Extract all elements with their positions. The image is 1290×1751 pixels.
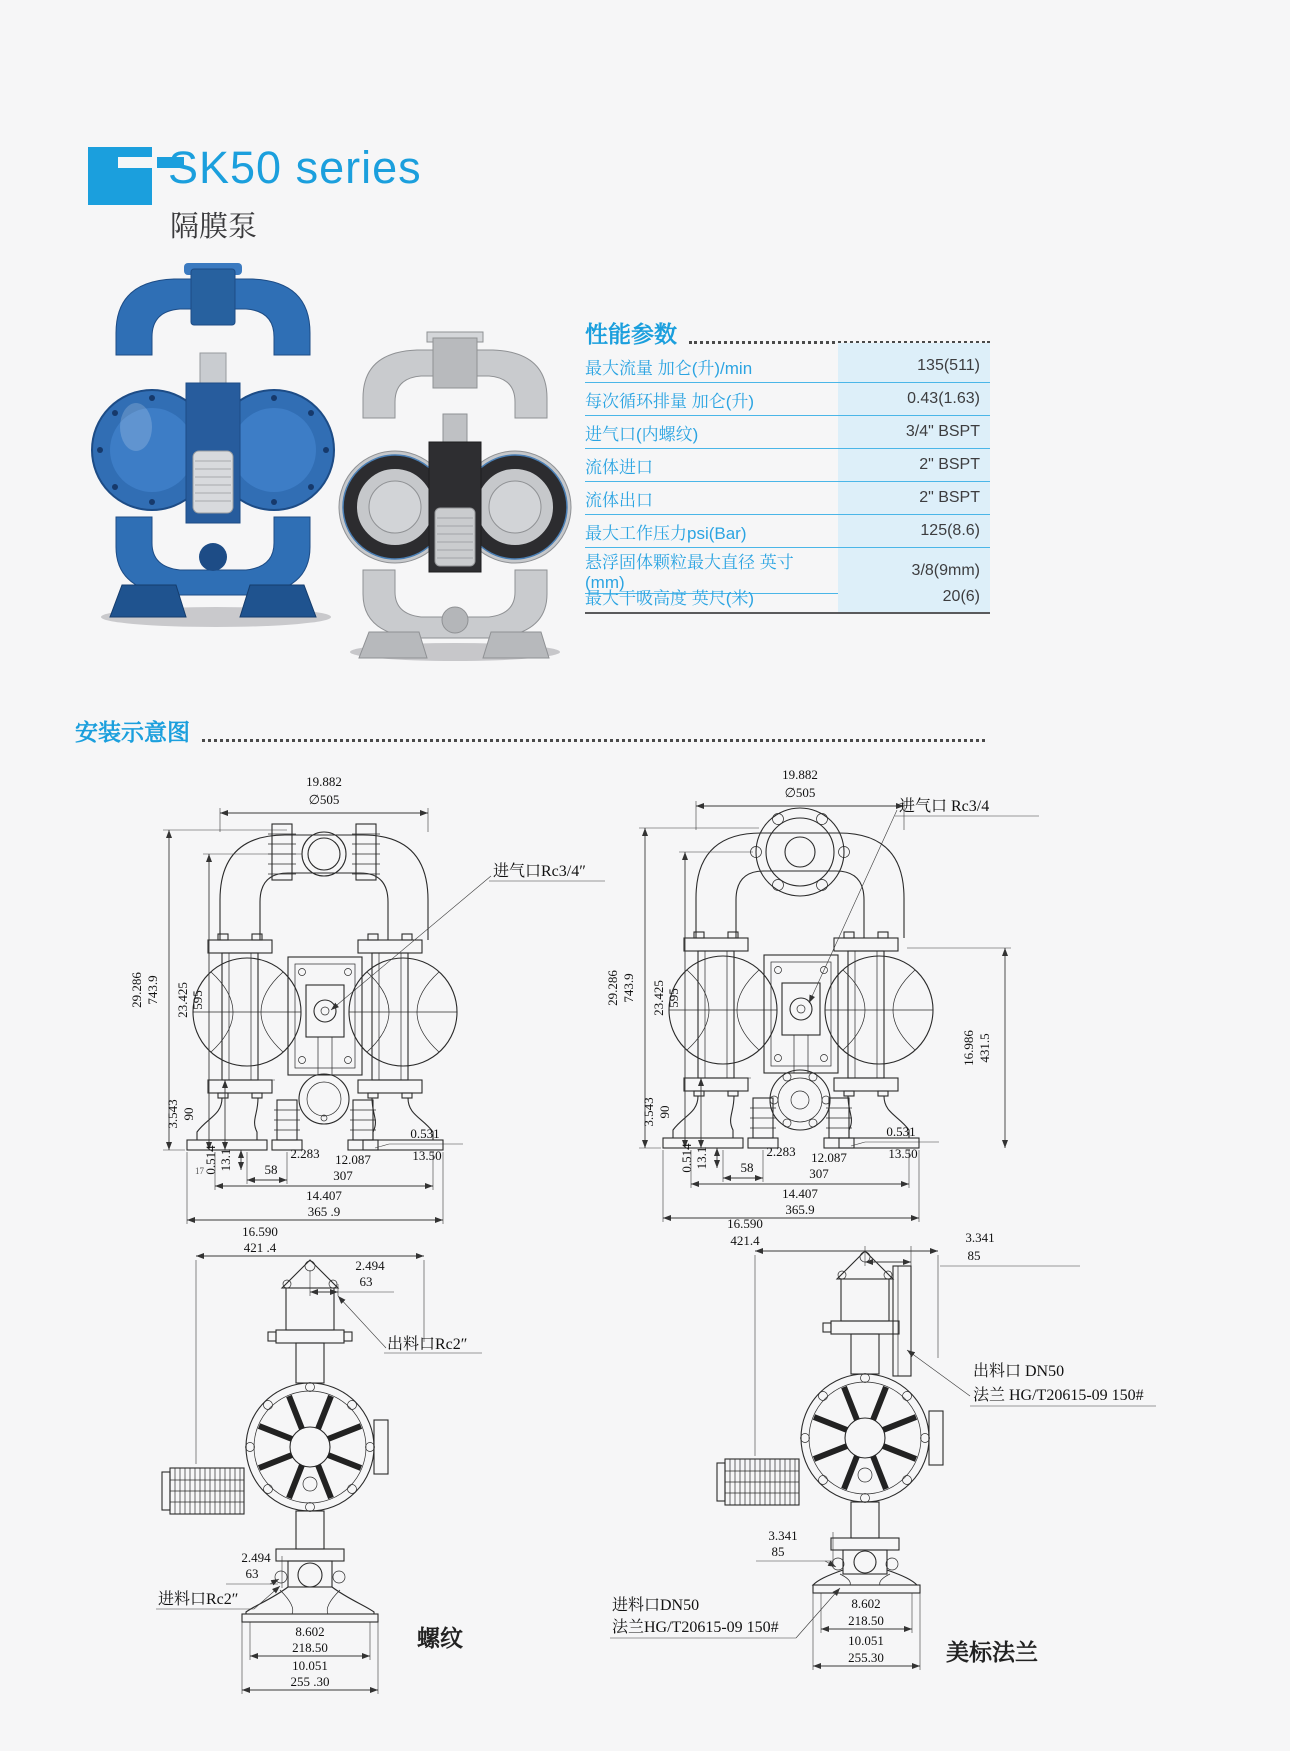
air-inlet-label: 进气口 Rc3/4 — [899, 798, 990, 815]
svg-text:421 .4: 421 .4 — [243, 1240, 277, 1255]
svg-text:12.087: 12.087 — [335, 1152, 371, 1167]
svg-text:218.50: 218.50 — [848, 1613, 884, 1628]
row-value: 3/8(9mm) — [838, 548, 990, 594]
svg-text:0.531: 0.531 — [410, 1126, 440, 1141]
caption-threaded: 螺纹 — [417, 1625, 463, 1651]
svg-text:2.283: 2.283 — [766, 1144, 796, 1159]
svg-text:365 .9: 365 .9 — [307, 1204, 341, 1219]
svg-text:307: 307 — [809, 1166, 829, 1181]
svg-text:63: 63 — [245, 1566, 259, 1581]
row-label: 流体出口 — [585, 482, 830, 515]
svg-text:3.341: 3.341 — [965, 1230, 995, 1245]
svg-text:218.50: 218.50 — [292, 1640, 328, 1655]
svg-text:16.590: 16.590 — [727, 1216, 763, 1231]
svg-text:2.494: 2.494 — [355, 1258, 385, 1273]
svg-text:743.9: 743.9 — [145, 975, 160, 1005]
svg-text:3.543: 3.543 — [641, 1097, 656, 1127]
svg-text:595: 595 — [666, 988, 681, 1008]
row-label: 悬浮固体颗粒最大直径 英寸(mm) — [585, 548, 830, 594]
svg-text:8.602: 8.602 — [295, 1624, 325, 1639]
svg-text:2.283: 2.283 — [290, 1146, 320, 1161]
row-label: 流体进口 — [585, 449, 830, 482]
inlet-label-line2: 法兰HG/T20615-09 150# — [612, 1619, 779, 1636]
svg-text:431.5: 431.5 — [977, 1033, 992, 1063]
drawing-side-threaded — [130, 1222, 570, 1712]
row-label: 最大工作压力psi(Bar) — [585, 515, 830, 548]
svg-text:29.286: 29.286 — [129, 972, 144, 1008]
table-row — [585, 350, 990, 383]
svg-text:90: 90 — [657, 1105, 672, 1119]
svg-text:19.882: 19.882 — [782, 767, 818, 782]
installation-section-header — [75, 714, 985, 747]
table-row — [585, 548, 990, 592]
svg-text:14.407: 14.407 — [306, 1188, 342, 1203]
outlet-label-line1: 出料口 DN50 — [973, 1363, 1065, 1380]
row-label: 进气口(内螺纹) — [585, 416, 830, 449]
row-label: 最大流量 加仑(升)/min — [585, 350, 830, 383]
row-value: 3/4" BSPT — [838, 416, 990, 449]
svg-text:365.9: 365.9 — [785, 1202, 815, 1217]
svg-text:12.087: 12.087 — [811, 1150, 847, 1165]
dotted-leader — [202, 739, 985, 742]
table-row — [585, 482, 990, 515]
svg-text:17: 17 — [195, 1166, 204, 1176]
row-value: 0.43(1.63) — [838, 383, 990, 416]
svg-text:0.531: 0.531 — [886, 1124, 916, 1139]
row-value: 125(8.6) — [838, 515, 990, 548]
steel-pump-photo — [333, 322, 578, 662]
svg-text:0.514: 0.514 — [679, 1143, 694, 1173]
svg-text:255 .30: 255 .30 — [290, 1674, 330, 1689]
row-value: 135(511) — [838, 350, 990, 383]
brand-logo-icon — [118, 157, 154, 168]
svg-text:14.407: 14.407 — [782, 1186, 818, 1201]
svg-text:0.514: 0.514 — [203, 1145, 218, 1175]
svg-text:19.882: 19.882 — [306, 774, 342, 789]
page-subtitle: 隔膜泵 — [170, 211, 258, 243]
row-value: 2" BSPT — [838, 482, 990, 515]
row-value: 20(6) — [838, 581, 990, 614]
svg-text:58: 58 — [264, 1162, 278, 1177]
dimensions — [610, 1216, 1156, 1670]
svg-text:∅505: ∅505 — [784, 785, 816, 800]
svg-text:3.543: 3.543 — [165, 1099, 180, 1129]
table-row — [585, 515, 990, 548]
inlet-label-line1: 进料口DN50 — [612, 1597, 700, 1614]
outlet-label-line2: 法兰 HG/T20615-09 150# — [973, 1387, 1144, 1404]
svg-text:421.4: 421.4 — [730, 1233, 760, 1248]
svg-text:90: 90 — [181, 1107, 196, 1121]
table-row — [585, 581, 990, 614]
pump-outline — [187, 824, 457, 1150]
inlet-label: 进料口Rc2″ — [158, 1591, 239, 1608]
table-row — [585, 416, 990, 449]
svg-text:29.286: 29.286 — [605, 970, 620, 1006]
installation-title: 安装示意图 — [75, 719, 190, 745]
performance-table — [585, 350, 990, 614]
row-label: 最大干吸高度 英尺(米) — [585, 581, 830, 614]
svg-text:85: 85 — [771, 1544, 785, 1559]
svg-text:13.50: 13.50 — [412, 1148, 442, 1163]
table-row — [585, 449, 990, 482]
drawing-front-threaded — [125, 750, 615, 1230]
table-row — [585, 383, 990, 416]
dimensions — [156, 1224, 482, 1694]
svg-text:255.30: 255.30 — [848, 1650, 884, 1665]
svg-text:16.590: 16.590 — [242, 1224, 278, 1239]
svg-text:63: 63 — [359, 1274, 373, 1289]
performance-title: 性能参数 — [585, 321, 677, 347]
blue-pump-photo — [88, 255, 338, 630]
drawing-side-flanged — [600, 1148, 1160, 1708]
air-inlet-label: 进气口Rc3/4″ — [493, 863, 586, 880]
pump-outline — [717, 1251, 943, 1593]
svg-text:13.1: 13.1 — [218, 1148, 233, 1172]
svg-text:743.9: 743.9 — [621, 973, 636, 1003]
svg-text:16.986: 16.986 — [961, 1030, 976, 1066]
row-label: 每次循环排量 加仑(升) — [585, 383, 830, 416]
svg-text:∅505: ∅505 — [308, 792, 340, 807]
pump-outline — [663, 808, 933, 1148]
svg-text:8.602: 8.602 — [851, 1596, 881, 1611]
page-title: SK50 series — [168, 142, 422, 193]
caption-ansi-flange: 美标法兰 — [946, 1639, 1038, 1665]
svg-text:3.341: 3.341 — [768, 1528, 798, 1543]
svg-text:58: 58 — [740, 1160, 754, 1175]
svg-text:595: 595 — [190, 990, 205, 1010]
svg-text:13.1: 13.1 — [694, 1146, 709, 1170]
row-value: 2" BSPT — [838, 449, 990, 482]
svg-text:2.494: 2.494 — [241, 1550, 271, 1565]
svg-text:13.50: 13.50 — [888, 1146, 918, 1161]
brand-logo-icon — [88, 147, 152, 205]
dimensions — [129, 774, 605, 1224]
svg-text:10.051: 10.051 — [848, 1633, 884, 1648]
svg-text:10.051: 10.051 — [292, 1658, 328, 1673]
svg-text:23.425: 23.425 — [175, 982, 190, 1018]
svg-text:85: 85 — [967, 1248, 981, 1263]
svg-text:307: 307 — [333, 1168, 353, 1183]
outlet-label: 出料口Rc2″ — [387, 1336, 468, 1353]
svg-text:23.425: 23.425 — [651, 980, 666, 1016]
